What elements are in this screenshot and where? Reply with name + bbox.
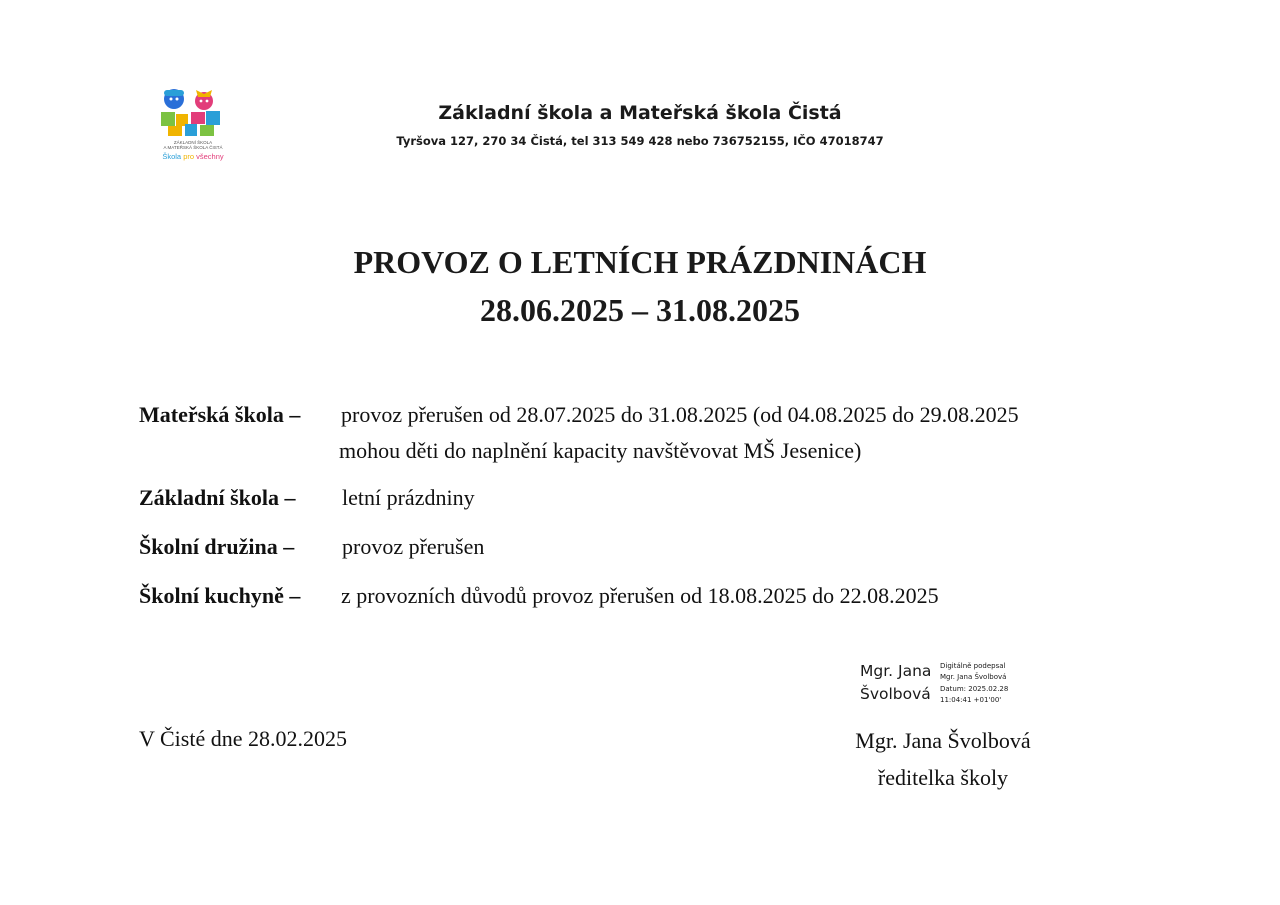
logo-block-green bbox=[161, 112, 175, 126]
section-label-elementary: Základní škola – bbox=[139, 485, 296, 510]
section-value-after-school-club: provoz přerušen bbox=[342, 534, 485, 559]
logo-block-blue bbox=[206, 111, 220, 125]
logo-motto-word2: pro bbox=[183, 152, 195, 161]
logo-block-yellow2 bbox=[168, 126, 182, 136]
section-label-after-school-club: Školní družina – bbox=[139, 534, 295, 559]
logo-block-pink bbox=[191, 112, 205, 124]
logo-block-green2 bbox=[200, 125, 214, 136]
logo-motto bbox=[150, 152, 236, 162]
digital-signature-info4: 11:04:41 +01'00' bbox=[940, 696, 1002, 704]
place-and-date: V Čisté dne 28.02.2025 bbox=[139, 726, 347, 751]
logo-text-line2: A MATEŘSKÁ ŠKOLA ČISTÁ bbox=[163, 145, 223, 150]
logo-eye bbox=[200, 100, 203, 103]
digital-signature-name-line2: Švolbová bbox=[860, 685, 931, 703]
digital-signature-name-line1: Mgr. Jana bbox=[860, 662, 932, 680]
section-label-school-kitchen: Školní kuchyně – bbox=[139, 583, 301, 608]
logo-eye bbox=[176, 98, 179, 101]
logo-motto-word3: všechny bbox=[196, 152, 224, 161]
logo-block-blue2 bbox=[185, 124, 197, 136]
logo-motto-word1: Škola bbox=[162, 152, 182, 161]
section-label-kindergarten: Mateřská škola – bbox=[139, 402, 301, 427]
document-title: PROVOZ O LETNÍCH PRÁZDNINÁCH bbox=[353, 244, 927, 280]
school-address: Tyršova 127, 270 34 Čistá, tel 313 549 428 nebo 736752155, IČO 47018747 bbox=[396, 134, 884, 148]
signer-role: ředitelka školy bbox=[877, 765, 1009, 790]
document-date-range: 28.06.2025 – 31.08.2025 bbox=[480, 292, 800, 328]
signer-name: Mgr. Jana Švolbová bbox=[855, 728, 1031, 753]
digital-signature-info2: Mgr. Jana Švolbová bbox=[940, 673, 1007, 681]
school-name: Základní škola a Mateřská škola Čistá bbox=[438, 102, 842, 124]
digital-signature-info1: Digitálně podepsal bbox=[940, 662, 1006, 670]
logo-eye bbox=[206, 100, 209, 103]
section-value-school-kitchen: z provozních důvodů provoz přerušen od 18.08.2025 do 22.08.2025 bbox=[341, 583, 939, 608]
logo-kid-cap bbox=[164, 90, 184, 96]
logo-eye bbox=[170, 98, 173, 101]
section-value-elementary: letní prázdniny bbox=[342, 485, 475, 510]
logo-text-line1: ZÁKLADNÍ ŠKOLA bbox=[173, 140, 213, 145]
section-value-kindergarten-line2: mohou děti do naplnění kapacity navštěvovat MŠ Jesenice) bbox=[339, 438, 862, 463]
section-value-kindergarten-line1: provoz přerušen od 28.07.2025 do 31.08.2025 (od 04.08.2025 do 29.08.2025 bbox=[341, 402, 1019, 427]
digital-signature-info3: Datum: 2025.02.28 bbox=[940, 685, 1009, 693]
